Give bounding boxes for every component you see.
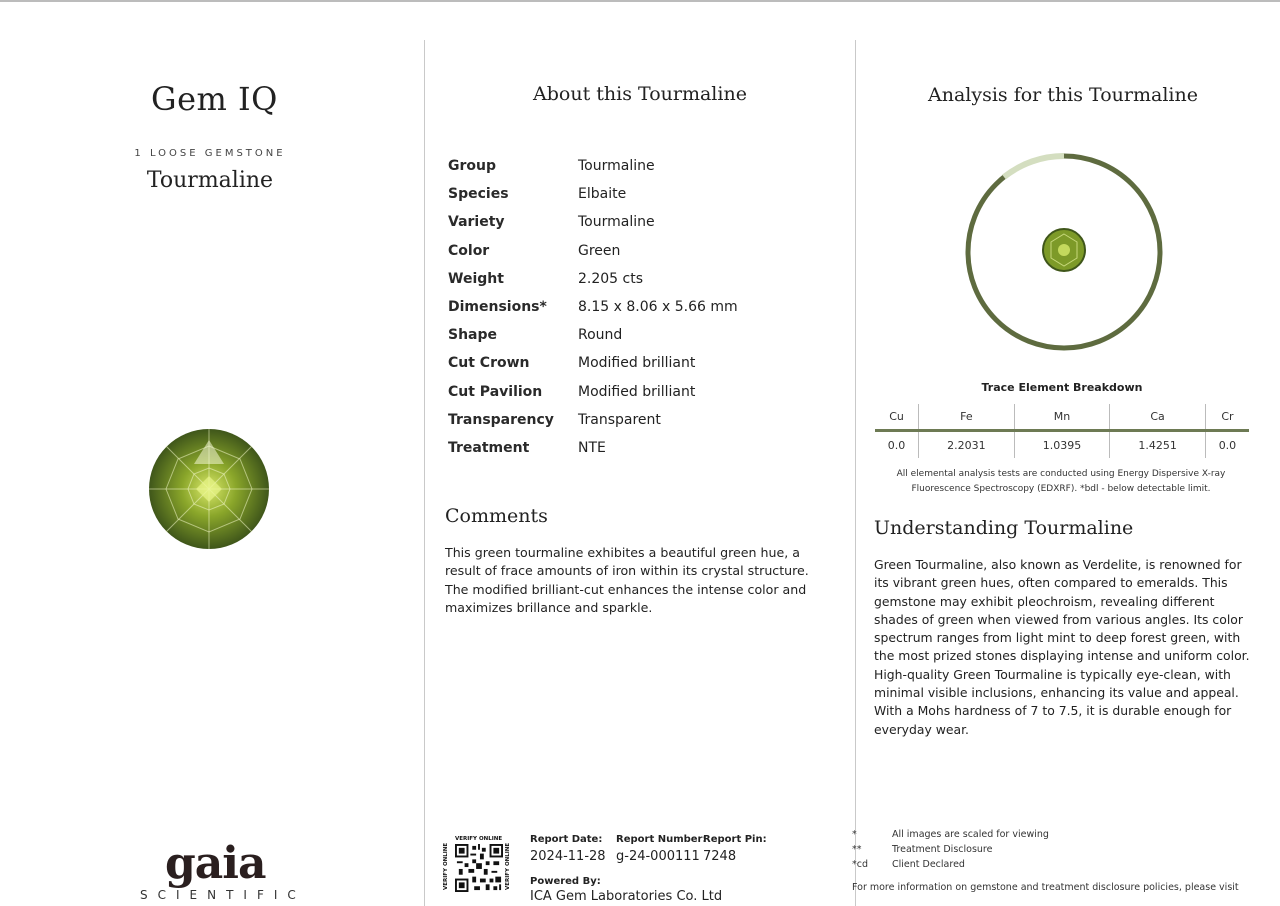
report-pin [703,834,767,864]
trace-element-table [875,404,1249,458]
spec-row [448,293,738,321]
spec-key: Cut Pavilion [448,383,543,400]
footer-logo-sub: SCIENTIFIC [140,888,306,902]
verify-online-side-label: VERIFY ONLINE [443,842,449,890]
report-number-value: g-24-000111 [616,849,700,864]
analysis-title: Analysis for this Tourmaline [928,84,1198,106]
spec-row [448,321,738,349]
trace-element-header: Cu [875,404,919,431]
spec-key: Variety [448,214,505,231]
report-date [530,834,606,864]
spec-key: Color [448,242,490,259]
gem-name: Tourmaline [146,168,274,193]
trace-element-header: Ca [1110,404,1206,431]
spec-key: Dimensions* [448,299,547,316]
verify-online-side-label-right: VERIFY ONLINE [505,842,511,890]
trace-element-value: 2.2031 [919,431,1015,459]
spec-value: Tourmaline [578,214,655,231]
footnote-text: All images are scaled for viewing [892,829,1049,840]
spec-value: Modified brilliant [578,383,696,400]
footer-logo: gaia [165,838,266,889]
spec-row [448,378,738,406]
trace-element-value: 0.0 [1205,431,1249,459]
spec-value: Modified brilliant [578,355,696,372]
report-date-label: Report Date: [530,834,603,845]
trace-element-value: 1.0395 [1014,431,1110,459]
footnote-symbol: *cd [852,859,869,870]
spec-key: Group [448,158,497,175]
report-date-value: 2024-11-28 [530,849,606,864]
trace-element-header: Mn [1014,404,1110,431]
disclosure-footer: For more information on gemstone and treatment disclosure policies, please visit [852,882,1239,893]
spec-row [448,434,738,462]
qr-code-block[interactable] [443,836,515,898]
footnote-symbol: ** [852,844,862,855]
verify-online-label: VERIFY ONLINE [455,836,503,842]
trace-element-header: Cr [1205,404,1249,431]
lab-name: ICA Gem Laboratories Co. Ltd [530,889,723,904]
analysis-note: All elemental analysis tests are conducted using Energy Dispersive X-ray Fluorescence Spectroscopy (EDXRF). *bdl - below detectable limit. [896,469,1226,494]
spec-row [448,152,738,180]
gem-count-label: 1 LOOSE GEMSTONE [134,148,286,159]
understanding-text: Green Tourmaline, also known as Verdelite, is renowned for its vibrant green hues, often compared to emeralds. This gemstone may exhibit pleochroism, revealing different shades of green when viewed from various angles. Its color spectrum ranges from light mint to deep forest green, with the most prized stones displaying intense and uniform color. High-quality Green Tourmaline is typically eye-clean, with minimal visible inclusions, enhancing its value and appeal. With a Mohs hardness of 7 to 7.5, it is durable enough for everyday wear. [874,557,1250,737]
report-pin-value: 7248 [703,849,737,864]
divider-left [424,40,425,906]
report-number [616,834,706,864]
spec-value: 8.15 x 8.06 x 5.66 mm [578,299,738,316]
footnote-symbol: * [852,829,857,840]
spec-value: Tourmaline [578,158,655,175]
spec-value: NTE [578,439,606,456]
trace-element-value: 0.0 [887,438,906,452]
spec-key: Transparency [448,411,554,428]
spec-value: Green [578,242,621,259]
footnote-text: Treatment Disclosure [892,844,993,855]
spec-row [448,265,738,293]
spec-value: 2.205 cts [578,270,644,287]
qr-code-icon[interactable] [455,844,503,892]
comments-text: This green tourmaline exhibites a beautiful green hue, a result of frace amounts of iron within its crystal structure. The modified brilliant-cut enhances the intense color and maximizes brillance and sparkle. [445,545,809,616]
spec-row [448,208,738,236]
spec-row [448,180,738,208]
spec-key: Cut Crown [448,355,530,372]
spec-row [448,349,738,377]
comments-title: Comments [445,505,548,527]
gemstone-image [148,428,270,550]
about-title: About this Tourmaline [533,83,747,105]
trace-element-value: 1.4251 [1110,431,1206,459]
divider-right [855,40,856,906]
spec-row [448,406,738,434]
spec-key: Weight [448,270,504,287]
brand-logo: Gem IQ [151,80,278,118]
spec-value: Round [578,327,623,344]
trace-element-header: Fe [919,404,1015,431]
spec-key: Shape [448,327,498,344]
gem-scale-ring [962,150,1166,354]
report-number-label: Report Number: [616,834,707,845]
powered-by-label: Powered By: [530,876,601,887]
report-pin-label: Report Pin: [703,834,767,845]
understanding-title: Understanding Tourmaline [874,517,1134,539]
spec-table [448,152,738,462]
top-border [0,0,1280,2]
spec-value: Transparent [578,411,661,428]
trace-title: Trace Element Breakdown [981,381,1143,394]
spec-row [448,237,738,265]
spec-value: Elbaite [578,186,627,203]
footnote-text: Client Declared [892,859,965,870]
spec-key: Species [448,186,509,203]
spec-key: Treatment [448,439,530,456]
